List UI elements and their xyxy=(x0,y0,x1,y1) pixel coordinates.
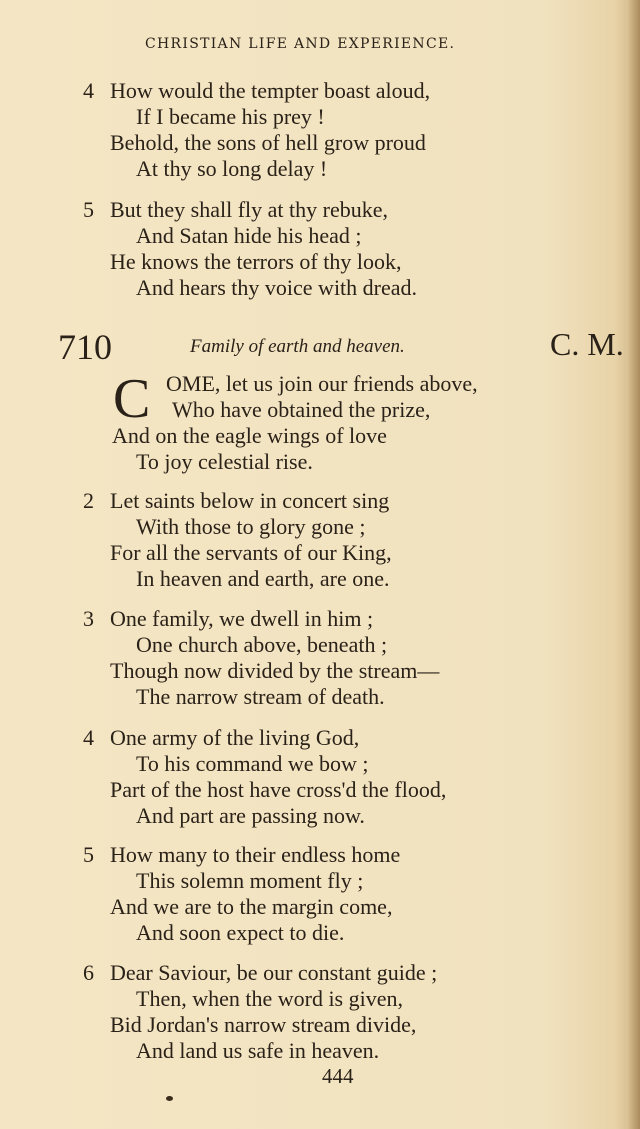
stanza-number: 3 xyxy=(83,606,94,631)
hymn-title: Family of earth and heaven. xyxy=(190,336,405,357)
verse-text: How would the tempter boast aloud, xyxy=(110,78,431,103)
verse-line: And we are to the margin come, xyxy=(110,894,393,919)
verse-text: Let saints below in concert sing xyxy=(110,488,390,513)
verse-line: The narrow stream of death. xyxy=(136,684,385,709)
stanza-number: 4 xyxy=(83,725,94,750)
verse-line: If I became his prey ! xyxy=(136,104,325,129)
verse-line: At thy so long delay ! xyxy=(136,156,328,181)
stanza-number: 5 xyxy=(83,842,94,867)
verse-line: And hears thy voice with dread. xyxy=(136,275,418,300)
verse-line: For all the servants of our King, xyxy=(110,540,392,565)
hymn-stanza-2 xyxy=(0,488,620,592)
verse-line xyxy=(0,842,620,868)
verse-line: Then, when the word is given, xyxy=(136,986,403,1011)
verse-line: And part are passing now. xyxy=(136,803,365,828)
verse-line: With those to glory gone ; xyxy=(136,514,366,539)
verse-line: To joy celestial rise. xyxy=(136,449,313,474)
hymn-stanza-6 xyxy=(0,960,620,1064)
prev-stanza-5 xyxy=(0,197,620,301)
stanza-number: 5 xyxy=(83,197,94,222)
verse-line xyxy=(0,960,620,986)
hymn-number: 710 xyxy=(58,327,112,367)
hymn-stanza-5 xyxy=(0,842,620,946)
verse-line xyxy=(0,197,620,223)
hymn-header xyxy=(0,326,640,366)
verse-line: And on the eagle wings of love xyxy=(112,423,387,448)
verse-line: To his command we bow ; xyxy=(136,751,369,776)
verse-line xyxy=(0,606,620,632)
page-number: 444 xyxy=(322,1064,354,1088)
stanza-number: 2 xyxy=(83,488,94,513)
verse-text: But they shall fly at thy rebuke, xyxy=(110,197,388,222)
verse-line: OME, let us join our friends above, xyxy=(166,371,478,396)
verse-line: Behold, the sons of hell grow proud xyxy=(110,130,426,155)
prev-stanza-4 xyxy=(0,78,620,182)
verse-text: Dear Saviour, be our constant guide ; xyxy=(110,960,438,985)
stanza-number: 4 xyxy=(83,78,94,103)
verse-text: One army of the living God, xyxy=(110,725,360,750)
verse-line: And soon expect to die. xyxy=(136,920,345,945)
drop-cap: C xyxy=(113,368,151,430)
hymn-stanza-1 xyxy=(0,368,620,475)
verse-text: How many to their endless home xyxy=(110,842,401,867)
hymn-meter: C. M. xyxy=(550,326,624,362)
verse-line xyxy=(0,488,620,514)
verse-line xyxy=(0,725,620,751)
verse-line: And land us safe in heaven. xyxy=(136,1038,380,1063)
verse-text: One family, we dwell in him ; xyxy=(110,606,374,631)
verse-line xyxy=(0,78,620,104)
verse-line: This solemn moment fly ; xyxy=(136,868,364,893)
verse-line: One church above, beneath ; xyxy=(136,632,388,657)
verse-line: Part of the host have cross'd the flood, xyxy=(110,777,447,802)
stanza-number: 6 xyxy=(83,960,94,985)
verse-line: Bid Jordan's narrow stream divide, xyxy=(110,1012,417,1037)
ink-spot xyxy=(166,1096,173,1101)
verse-line: Who have obtained the prize, xyxy=(172,397,431,422)
hymn-stanza-4 xyxy=(0,725,620,829)
hymn-stanza-3 xyxy=(0,606,620,710)
page-edge xyxy=(628,0,640,1129)
verse-line: And Satan hide his head ; xyxy=(136,223,362,248)
running-head: CHRISTIAN LIFE AND EXPERIENCE. xyxy=(145,36,456,52)
verse-line: In heaven and earth, are one. xyxy=(136,566,390,591)
verse-line: He knows the terrors of thy look, xyxy=(110,249,402,274)
verse-line: Though now divided by the stream— xyxy=(110,658,440,683)
